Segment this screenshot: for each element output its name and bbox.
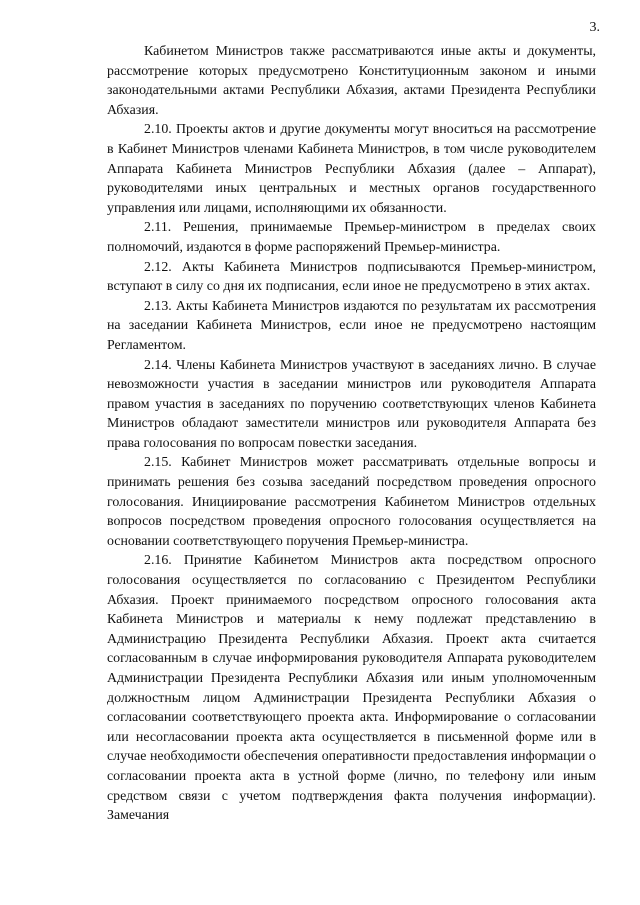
paragraph-2-16: 2.16. Принятие Кабинетом Министров акта посредством опросного голосования осуществляется по согласованию с Президентом Республики Абхазия. Проект принимаемого посредством опросного голосования акта Кабинета Министров и материалы к нему подлежат представлению в Администрацию Президента Республики Абхазия. Проект акта считается согласованным в случае информирования руководителя Аппарата руководителем Администрации Президента Республики Абхазия или иным уполномоченным должностным лицом Администрации Президента Республики Абхазия о согласовании соответствующего проекта акта. Информирование о согласовании или несогласовании проекта акта осуществляется в письменной форме или в случае необходимости обеспечения оперативности предоставления информации о согласовании проекта акта в устной форме (лично, по телефону или иным средством связи с учетом подтверждения факта получения информации). Замечания — [107, 553, 596, 824]
paragraph-2-12: 2.12. Акты Кабинета Министров подписываются Премьер-министром, вступают в силу со дня их подписания, если иное не предусмотрено в этих актах. — [107, 259, 596, 295]
paragraph-2-15: 2.15. Кабинет Министров может рассматривать отдельные вопросы и принимать решения без созыва заседаний посредством проведения опросного голосования. Инициирование рассмотрения Кабинетом Министров отдельных вопросов посредством проведения опросного голосования осуществляется на основании соответствующего поручения Премьер-министра. — [107, 455, 596, 549]
page-number: 3. — [589, 20, 600, 35]
paragraph-continuation: Кабинетом Министров также рассматриваются иные акты и документы, рассмотрение которых предусмотрено Конституционным законом и иными законодательными актами Республики Абхазия, актами Президента Республики Абхазия. — [107, 44, 596, 118]
paragraph-2-14: 2.14. Члены Кабинета Министров участвуют в заседаниях лично. В случае невозможности участия в заседании министров или руководителя Аппарата правом участия в заседаниях по поручению соответствующих членов Кабинета Министров обладают заместители министров или руководителя Аппарата без права голосования по вопросам повестки заседания. — [107, 357, 596, 451]
paragraph-2-13: 2.13. Акты Кабинета Министров издаются по результатам их рассмотрения на заседании Кабинета Министров, если иное не предусмотрено настоящим Регламентом. — [107, 298, 596, 353]
document-body — [107, 42, 596, 826]
paragraph-2-10: 2.10. Проекты актов и другие документы могут вноситься на рассмотрение в Кабинет Министров членами Кабинета Министров, в том числе руководителем Аппарата Кабинета Министров Республики Абхазия (далее – Аппарат), руководителями иных центральных и местных органов государственного управления или лицами, исполняющими их обязанности. — [107, 122, 596, 216]
paragraph-2-11: 2.11. Решения, принимаемые Премьер-министром в пределах своих полномочий, издаются в форме распоряжений Премьер-министра. — [107, 220, 596, 255]
